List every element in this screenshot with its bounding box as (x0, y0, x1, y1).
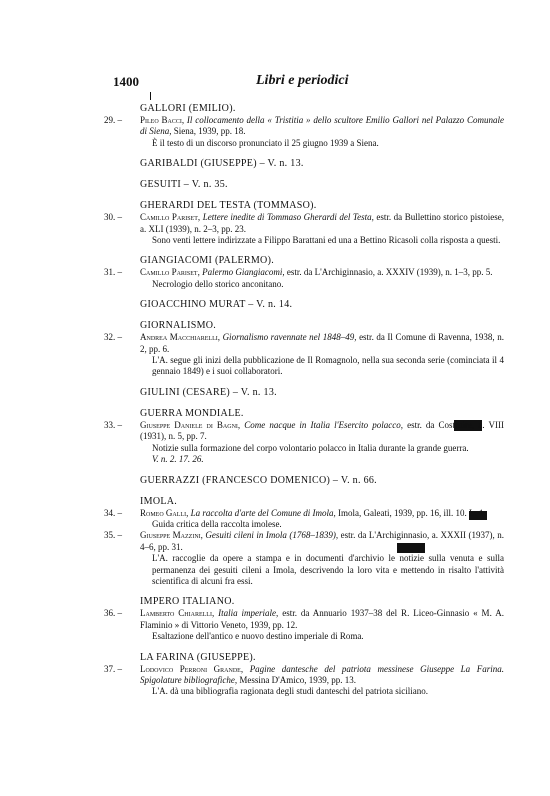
item-number: 36. – (104, 608, 122, 619)
item-number: 31. – (104, 267, 122, 278)
item-author: Giuseppe Daniele di Bagni, (140, 419, 241, 430)
item-publication: Messina D'Amico, 1939, pp. 13. (237, 674, 357, 685)
page-number: 1400 (113, 74, 139, 89)
item-author: Pileo Bacci, (140, 115, 185, 125)
item-publication: Siena, 1939, pp. 18. (171, 126, 246, 137)
entry-block (104, 178, 504, 191)
bibliography-item (104, 420, 504, 443)
entry-heading: GHERARDI DEL TESTA (TOMMASO). (140, 200, 317, 212)
entry-block (104, 651, 504, 698)
item-publication: estr. da Annuario 1937–38 del R. Liceo-Ginnasio « M. A. Flaminio » di Vittorio Veneto, 1939, pp. 12. (140, 608, 504, 630)
entry-block (104, 298, 504, 311)
item-note: L'A. raccoglie da opere a stampa e in documenti d'archivio le notizie sulla venuta e sulla permanenza dei gesuiti cileni a Imola, descrivendo la loro vita e mettendo in risalto l'attività scientifica di alcuni fra essi. (152, 553, 504, 586)
item-note: L'A. dà una bibliografia ragionata degli studi danteschi del patriota siciliano. (152, 686, 429, 697)
item-number: 35. – (104, 530, 122, 541)
item-publication: Imola, Galeati, 1939, pp. 16, ill. 10. L. 1. (335, 507, 486, 518)
running-title: Libri e periodici (256, 73, 349, 88)
item-publication: estr. da Bullettino storico pistoiese, a. XLI (1939), n. 2–3, pp. 23. (140, 212, 505, 234)
entry-block (104, 319, 504, 378)
item-author: Camillo Pariset, (140, 267, 200, 278)
bibliography-item (104, 508, 504, 519)
item-title: Gesuiti cileni in Imola (1768–1839), (205, 530, 339, 541)
item-author: Lodovico Perroni Grande, (140, 663, 244, 674)
entry-block (104, 157, 504, 170)
item-publication: estr. da L'Archiginnasio, a. XXXIV (1939), n. 1–3, pp. 5. (284, 267, 493, 278)
bibliography-item (104, 115, 504, 138)
entry-heading: IMPERO ITALIANO. (140, 596, 235, 608)
bibliography-item (104, 530, 504, 553)
entry-heading: GUERRAZZI (FRANCESCO DOMENICO) – V. n. 66. (140, 474, 377, 486)
item-note: Sono venti lettere indirizzate a Filippo Barattani ed una a Bettino Ricasoli colla risposta a questi. (152, 235, 501, 246)
item-note: Necrologio dello storico anconitano. (152, 278, 284, 289)
item-note: L'A. segue gli inizi della pubblicazione de Il Romagnolo, nella sua seconda serie (cominciata il 4 gennaio 1849) e i suoi collaboratori. (152, 355, 504, 377)
item-number: 33. – (104, 419, 122, 430)
item-number: 34. – (104, 507, 122, 518)
item-title: Lettere inedite di Tommaso Gherardi del Testa, (202, 212, 374, 223)
item-number: 29. – (104, 115, 122, 125)
item-number: 37. – (104, 663, 122, 674)
entry-block (104, 595, 504, 642)
item-publication: estr. da L'Archiginnasio, a. XXXII (1937), n. 4–6, pp. 31. (140, 530, 504, 552)
item-title: Palermo Giangiacomi, (202, 267, 285, 278)
item-note: Notizie sulla formazione del corpo volontario polacco in Italia durante la grande guerra. (152, 442, 469, 453)
item-author: Camillo Pariset, (140, 212, 201, 223)
bibliography-item (104, 608, 504, 631)
item-author: Giuseppe Mazzini, (140, 530, 203, 541)
entry-block (104, 386, 504, 399)
entry-block (104, 407, 504, 466)
entry-block (104, 199, 504, 246)
item-author: Romeo Galli, (140, 507, 189, 518)
entry-heading: GARIBALDI (GIUSEPPE) – V. n. 13. (140, 158, 304, 170)
bibliography-list (104, 102, 504, 698)
bibliography-item (104, 267, 504, 278)
entry-block (104, 254, 504, 290)
item-note: È il testo di un discorso pronunciato il 25 giugno 1939 a Siena. (152, 137, 379, 148)
entry-heading: LA FARINA (GIUSEPPE). (140, 651, 256, 663)
margin-mark (150, 92, 151, 100)
bibliography-item (104, 664, 504, 687)
entry-heading: IMOLA. (140, 495, 178, 507)
item-publication: estr. da Costruire, a. VIII (1931), n. 5, pp. 7. (140, 419, 505, 442)
entry-heading: GESUITI – V. n. 35. (140, 179, 228, 191)
item-title: Come nacque in Italia l'Esercito polacco, (244, 419, 404, 430)
item-title: Giornalismo ravennate nel 1848–49, (222, 332, 357, 343)
entry-heading: GIOACCHINO MURAT – V. n. 14. (140, 299, 293, 311)
entry-block (104, 102, 504, 149)
item-note: Guida critica della raccolta imolese. (152, 518, 282, 529)
entry-block (104, 474, 504, 487)
item-author: Andrea Macchiarelli, (140, 332, 220, 343)
item-number: 30. – (104, 212, 122, 223)
item-title: Pagine dantesche del patriota messinese Giuseppe La Farina. Spigolature bibliografiche, (140, 663, 505, 685)
entry-heading: GUERRA MONDIALE. (140, 407, 244, 419)
item-crossref: V. n. 2. 17. 26. (152, 454, 204, 465)
entry-heading: GIULINI (CESARE) – V. n. 13. (140, 386, 277, 398)
item-author: Lamberto Chiarelli, (140, 608, 215, 619)
item-number: 32. – (104, 332, 122, 343)
bibliography-item (104, 212, 504, 235)
bibliography-item (104, 332, 504, 355)
item-title: La raccolta d'arte del Comune di Imola, (190, 507, 336, 518)
entry-heading: GIORNALISMO. (140, 320, 217, 332)
entry-heading: GIANGIACOMI (PALERMO). (140, 255, 275, 267)
entry-heading: GALLORI (EMILIO). (140, 103, 236, 114)
entry-block (104, 495, 504, 588)
item-publication: estr. da Il Comune di Ravenna, 1938, n. 2, pp. 6. (140, 332, 504, 354)
item-title: Il collocamento della « Tristitia » dello scultore Emilio Gallori nel Palazzo Comunale di Siena, (140, 115, 504, 137)
item-note: Esaltazione dell'antico e nuovo destino imperiale di Roma. (152, 631, 364, 642)
item-title: Italia imperiale, (218, 608, 279, 619)
